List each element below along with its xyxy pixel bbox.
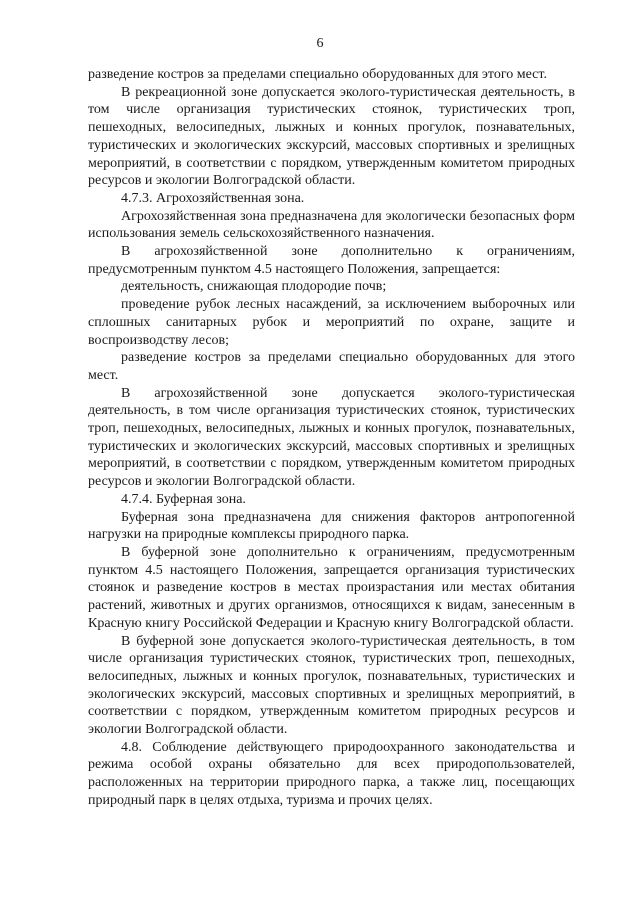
document-paragraph: разведение костров за пределами специально оборудованных для этого мест. (88, 67, 547, 82)
document-paragraph: проведение рубок лесных насаждений, за исключением выборочных или сплошных санитарных рубок и мероприятий по охране, защите и воспроизводству лесов; (88, 297, 575, 348)
document-paragraph: 4.8. Соблюдение действующего природоохранного законодательства и режима особой охраны обязательно для всех природопользователей, расположенных на территории природного парка, а также лиц, посещающих природный парк в целях отдыха, туризма и прочих целях. (88, 739, 575, 808)
document-paragraph: В буферной зоне дополнительно к ограничениям, предусмотренным пунктом 4.5 настоящего Положения, запрещается организация туристических стоянок и разведение костров в местах произрастания или местах обитания растений, животных и других организмов, относящихся к видам, занесенным в Красную книгу Российской Федерации и Красную книгу Волгоградской области. (88, 544, 575, 631)
document-paragraph: В буферной зоне допускается эколого-туристическая деятельность, в том числе организация туристических стоянок, туристических троп, пешеходных, велосипедных, лыжных и конных прогулок, познавательных, туристических и экологических экскурсий, массовых спортивных и зрелищных мероприятий, в соответствии с порядком, утвержденным комитетом природных ресурсов и экологии Волгоградской области. (88, 633, 575, 738)
document-paragraph: 4.7.4. Буферная зона. (121, 491, 246, 507)
document-paragraph: деятельность, снижающая плодородие почв; (121, 279, 387, 295)
document-paragraph: В агрохозяйственной зоне дополнительно к ограничениям, предусмотренным пунктом 4.5 настоящего Положения, запрещается: (88, 244, 575, 277)
document-paragraph: В рекреационной зоне допускается эколого-туристическая деятельность, в том числе организация туристических стоянок, туристических троп, пешеходных, велосипедных, лыжных и конных прогулок, познавательных, туристических и экологических экскурсий, массовых спортивных и зрелищных мероприятий, в соответствии с порядком, утвержденным комитетом природных ресурсов и экологии Волгоградской области. (88, 84, 575, 189)
document-paragraph: Агрохозяйственная зона предназначена для экологически безопасных форм использования земель сельскохозяйственного назначения. (88, 208, 575, 242)
document-paragraph: Буферная зона предназначена для снижения факторов антропогенной нагрузки на природные комплексы природного парка. (88, 509, 575, 543)
document-paragraph: разведение костров за пределами специально оборудованных для этого мест. (88, 350, 575, 383)
page-number: 6 (316, 36, 324, 51)
document-paragraph: В агрохозяйственной зоне допускается эколого-туристическая деятельность, в том числе организация туристических стоянок, туристических троп, пешеходных, велосипедных, лыжных и конных прогулок, познавательных, туристических и экологических экскурсий, массовых спортивных и зрелищных мероприятий, в соответствии с порядком, утвержденным комитетом природных ресурсов и экологии Волгоградской области. (88, 385, 575, 490)
document-paragraph: 4.7.3. Агрохозяйственная зона. (121, 190, 305, 206)
document-body (88, 66, 575, 810)
